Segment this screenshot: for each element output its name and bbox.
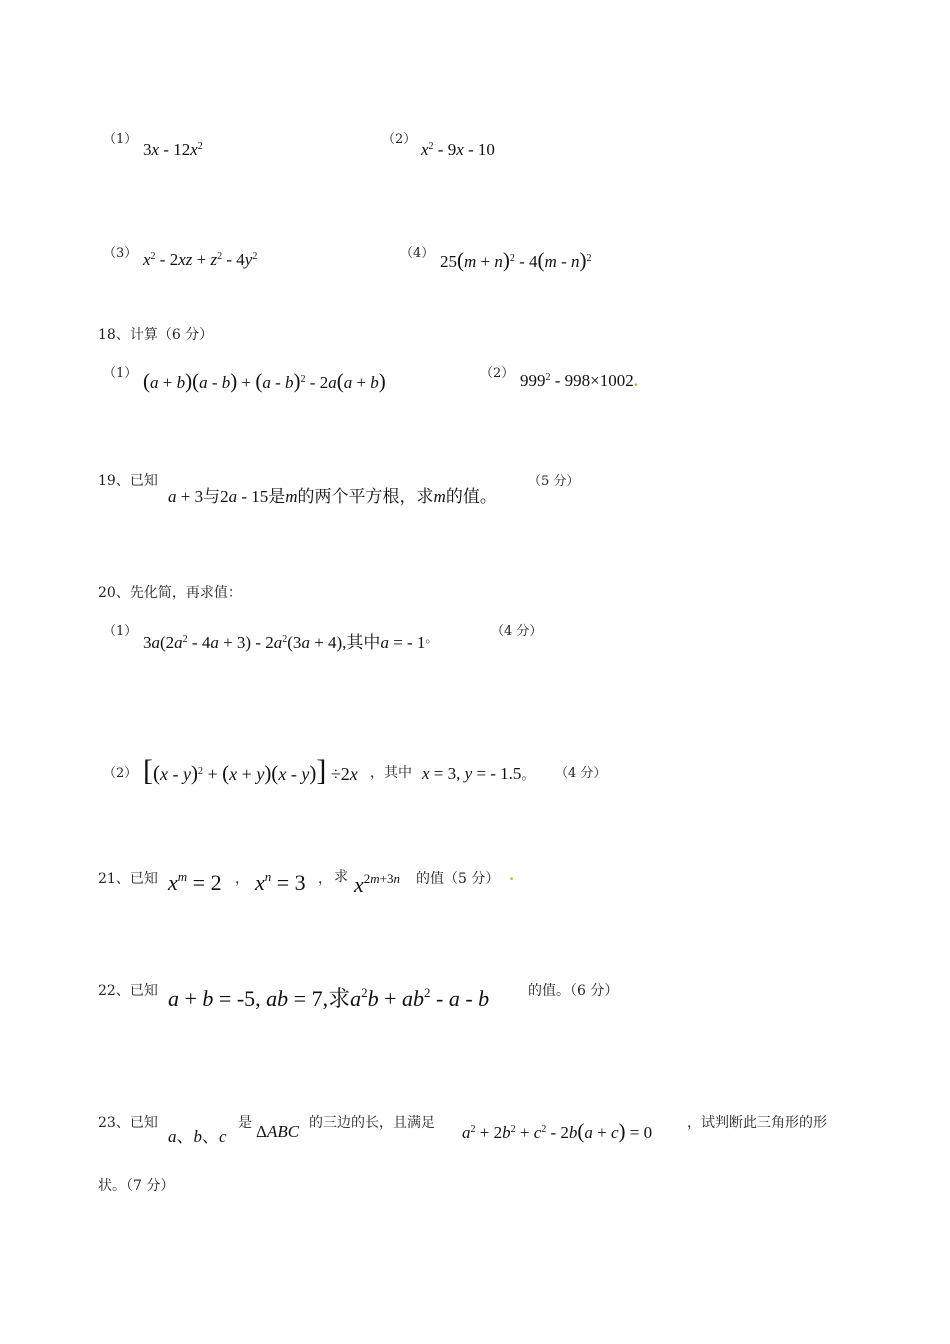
q20-item1-label: （1） (103, 624, 138, 639)
q23-prefix: 23、已知 (98, 1115, 158, 1131)
q17-item1-label: （1） (103, 132, 138, 147)
q18-item2-label: （2） (480, 366, 515, 381)
q21-cond1: $x^m = 2$ (168, 869, 222, 895)
q18-item2-expr: $999^2 - 998\times 1002$. (520, 371, 638, 390)
q21-sep2: ， (318, 871, 332, 887)
q23-mid: 的三边的长，且满足 (309, 1115, 435, 1131)
q23-suffix: ，试判断此三角形的形 (687, 1115, 827, 1131)
q20-item1-points: （4 分） (491, 624, 543, 639)
q20-item2-expr: [(x - y)$^2$ + (x + y)(x - y)] ÷2x (143, 754, 358, 787)
q20-item2-cond: x = 3, y = - 1.5。 (422, 764, 535, 783)
q21-dot: . (509, 866, 515, 884)
q22-statement: a + b = -5, ab = 7,求$a^2b + ab^2 - a - b$ (168, 985, 490, 1011)
q23-line2: 状。（7 分） (98, 1178, 175, 1194)
q22-suffix: 的值。（6 分） (528, 983, 619, 999)
q21-target: $x^{2m+3n}$ (354, 871, 400, 897)
q20-item2-label: （2） (103, 766, 138, 781)
q20-title: 20、先化简，再求值： (98, 585, 242, 601)
q20-item2-points: （4 分） (555, 766, 607, 781)
q23-vars: a、b、c (168, 1127, 227, 1146)
q18-title: 18、计算（6 分） (98, 327, 214, 343)
q22-prefix: 22、已知 (98, 983, 158, 999)
q19-statement: a + 3与2a - 15是m的两个平方根，求m的值。 (168, 487, 497, 506)
q23-eq: $a^2 + 2b^2 + c^2 - 2b(a + c) = 0$ (462, 1119, 653, 1143)
q17-item4-label: （4） (400, 246, 435, 261)
q23-triangle: ΔABC (256, 1122, 300, 1141)
q21-ask: 求 (334, 869, 348, 885)
q17-item2-label: （2） (382, 132, 417, 147)
q23-is: 是 (238, 1115, 252, 1131)
q19-points: （5 分） (528, 474, 580, 489)
q18-item1-label: （1） (103, 366, 138, 381)
q17-item3-expr: $x^2 - 2xz + z^2 - 4y^2$ (143, 250, 258, 269)
q17-item3-label: （3） (103, 246, 138, 261)
q20-item1-expr: $3a(2a^2 - 4a + 3) - 2a^2(3a + 4)$,其中a = - 1。 (143, 631, 438, 652)
q21-prefix: 21、已知 (98, 871, 158, 887)
q18-item1-expr: (a + b)(a - b) + (a - b)$^2$ - 2a(a + b) (143, 369, 386, 393)
q17-item2-expr: $x^2 - 9x - 10$ (421, 140, 495, 159)
q21-suffix: 的值（5 分） (416, 871, 500, 887)
q17-item4-expr: $25(m + n)^2 - 4(m - n)^2$ (440, 248, 592, 272)
q21-cond2: $x^n = 3$ (255, 869, 306, 895)
q19-prefix: 19、已知 (98, 473, 158, 489)
q17-item1-expr: $3x - 12x^2$ (143, 140, 203, 159)
q20-item2-mid: ，其中 (370, 765, 412, 781)
q21-sep1: ， (235, 871, 249, 887)
